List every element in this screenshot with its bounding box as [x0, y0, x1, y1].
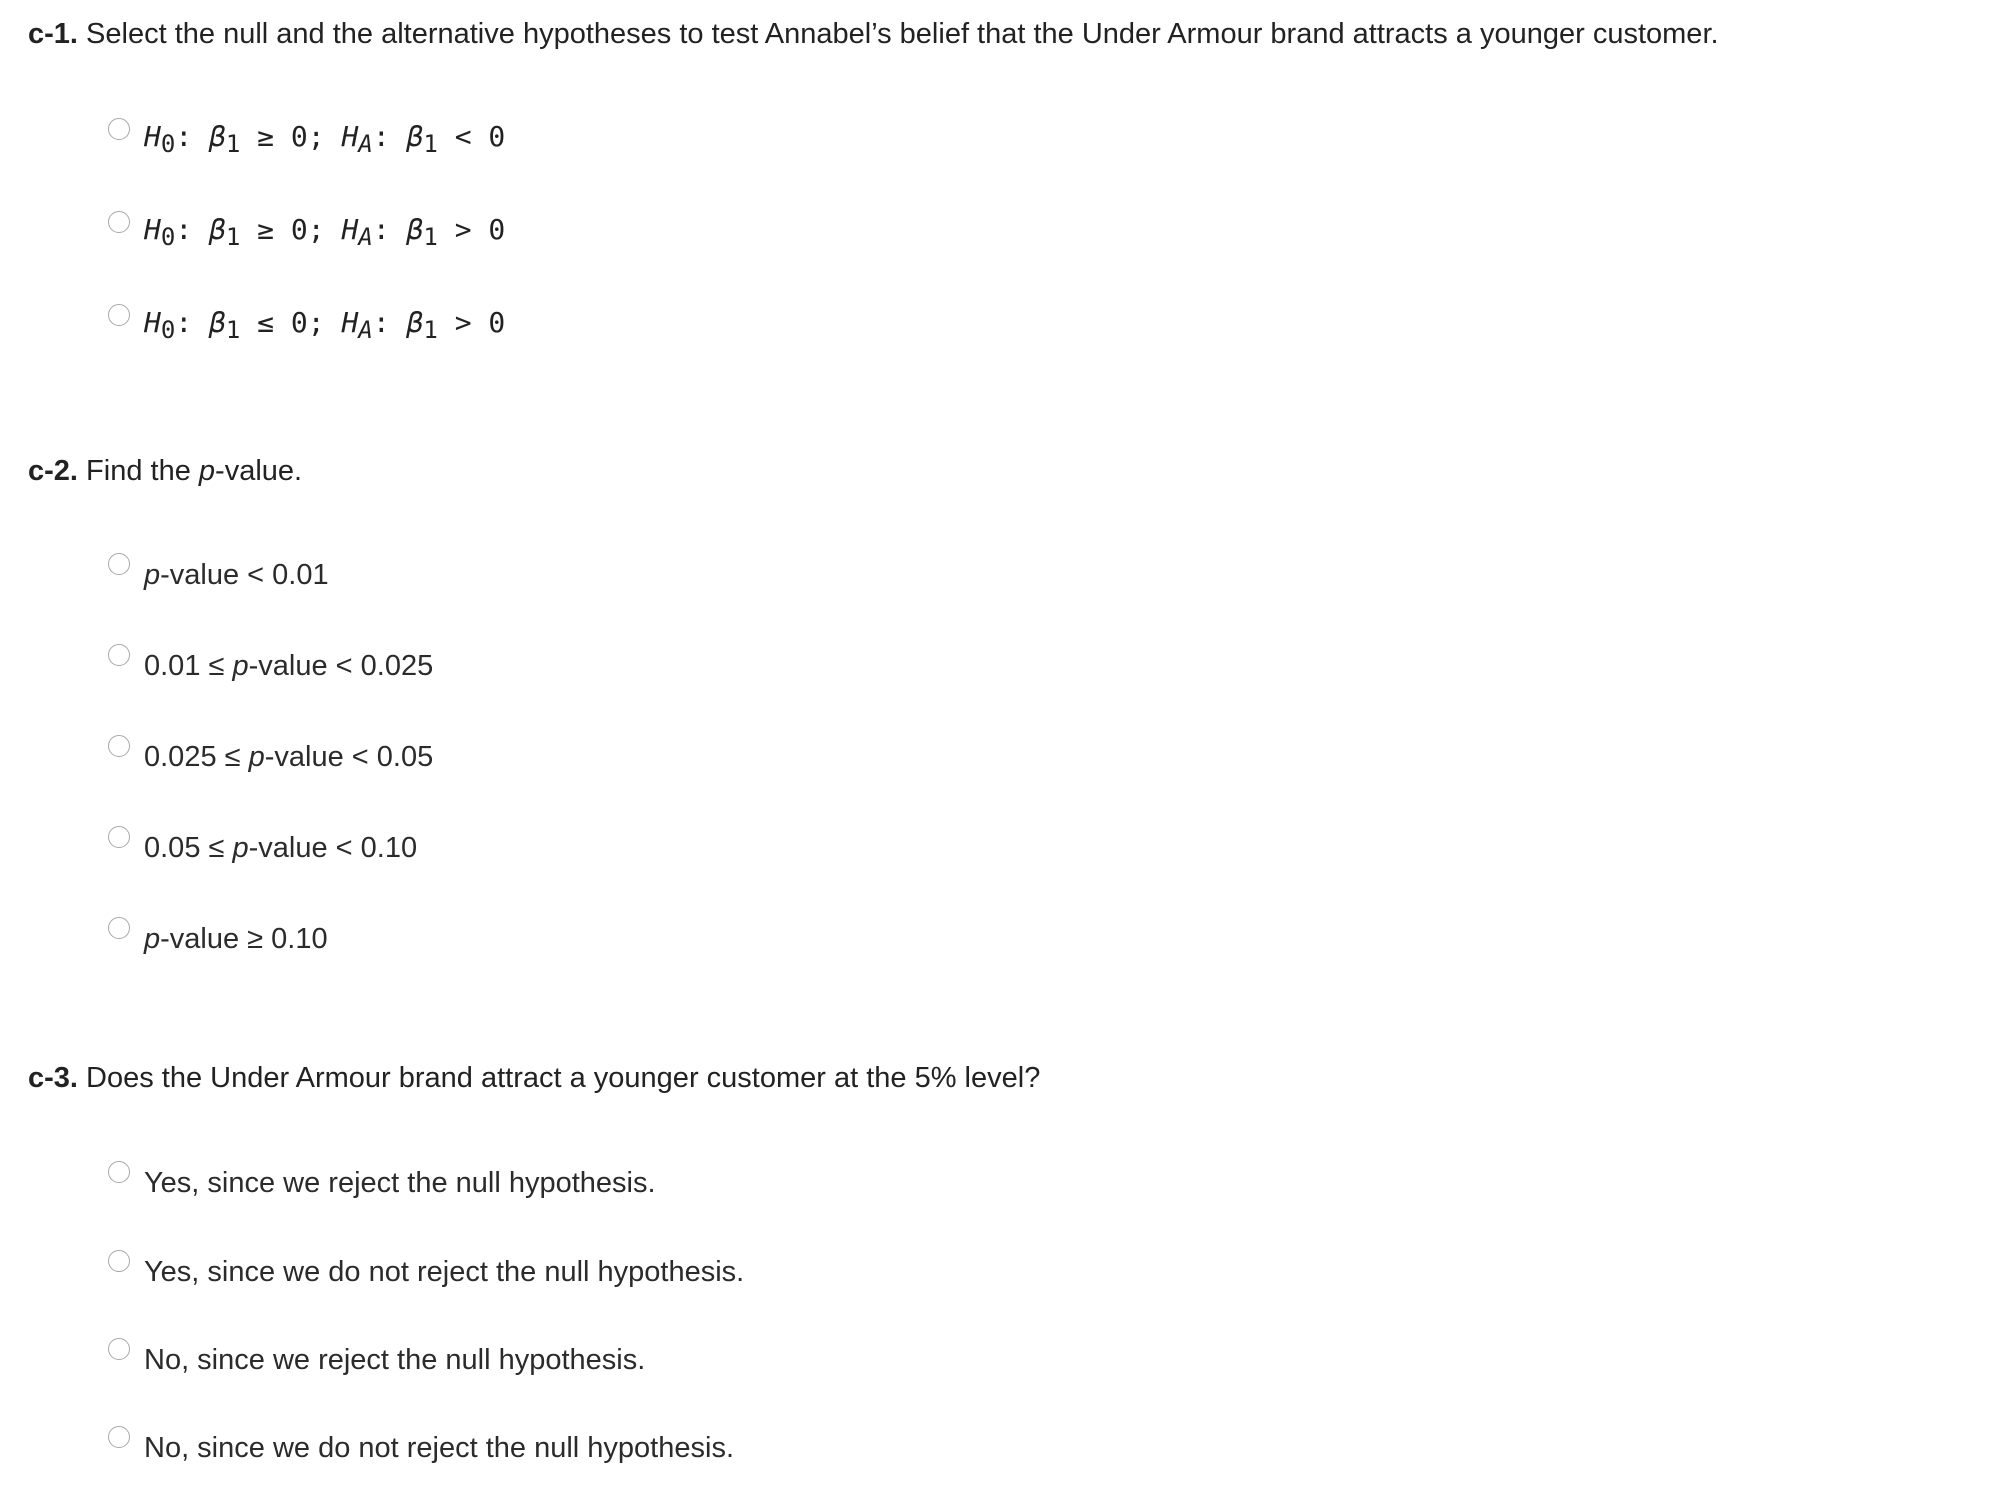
radio-button[interactable] [108, 1426, 130, 1448]
question-c2-title: c-2. Find the p-value. [28, 455, 303, 487]
option-label: p-value < 0.01 [144, 559, 329, 591]
hypothesis-expression: $H_0$: $\beta_1 \le 0$; $H_A$: $\beta_1 > 0$ [144, 305, 506, 344]
option-label: 0.01 ≤ p-value < 0.025 [144, 650, 434, 682]
c1-option-2[interactable] [108, 213, 505, 253]
c1-option-1[interactable] [108, 120, 505, 160]
radio-button[interactable] [108, 644, 130, 666]
question-c2-label: c-2. [28, 455, 78, 487]
hypothesis-expression: $H_0$: $\beta_1 \ge 0$; $H_A$: $\beta_1 < 0$ [144, 119, 506, 158]
question-c3-label: c-3. [28, 1062, 78, 1094]
option-label: Yes, since we do not reject the null hypothesis. [144, 1256, 745, 1288]
radio-button[interactable] [108, 735, 130, 757]
c1-option-3[interactable] [108, 306, 505, 346]
c2-option-2[interactable] [108, 646, 433, 686]
radio-button[interactable] [108, 118, 130, 140]
question-c3-title [28, 1058, 1040, 1098]
c3-option-1[interactable] [108, 1163, 656, 1203]
c2-option-5[interactable] [108, 919, 328, 959]
question-c3-text: Does the Under Armour brand attract a younger customer at the 5% level? [77, 1062, 1041, 1094]
c3-option-4[interactable] [108, 1428, 734, 1468]
c2-option-3[interactable] [108, 737, 433, 777]
c2-option-4[interactable] [108, 828, 417, 868]
option-label: No, since we do not reject the null hypothesis. [144, 1432, 734, 1464]
question-c1-text: Select the null and the alternative hypotheses to test Annabel’s belief that the Under Armour brand attracts a younger customer. [77, 18, 1719, 50]
radio-button[interactable] [108, 304, 130, 326]
radio-button[interactable] [108, 1161, 130, 1183]
hypothesis-expression: $H_0$: $\beta_1 \ge 0$; $H_A$: $\beta_1 > 0$ [144, 212, 506, 251]
question-c1-label: c-1. [28, 18, 78, 50]
radio-button[interactable] [108, 917, 130, 939]
question-c1-title [28, 14, 1719, 54]
option-label: p-value ≥ 0.10 [144, 923, 328, 955]
c3-option-3[interactable] [108, 1340, 645, 1380]
c2-option-1[interactable] [108, 555, 329, 595]
radio-button[interactable] [108, 553, 130, 575]
radio-button[interactable] [108, 1250, 130, 1272]
radio-button[interactable] [108, 1338, 130, 1360]
c3-option-2[interactable] [108, 1252, 744, 1292]
option-label: 0.025 ≤ p-value < 0.05 [144, 741, 434, 773]
option-label: Yes, since we reject the null hypothesis. [144, 1167, 656, 1199]
radio-button[interactable] [108, 826, 130, 848]
radio-button[interactable] [108, 211, 130, 233]
option-label: 0.05 ≤ p-value < 0.10 [144, 832, 418, 864]
option-label: No, since we reject the null hypothesis. [144, 1344, 646, 1376]
